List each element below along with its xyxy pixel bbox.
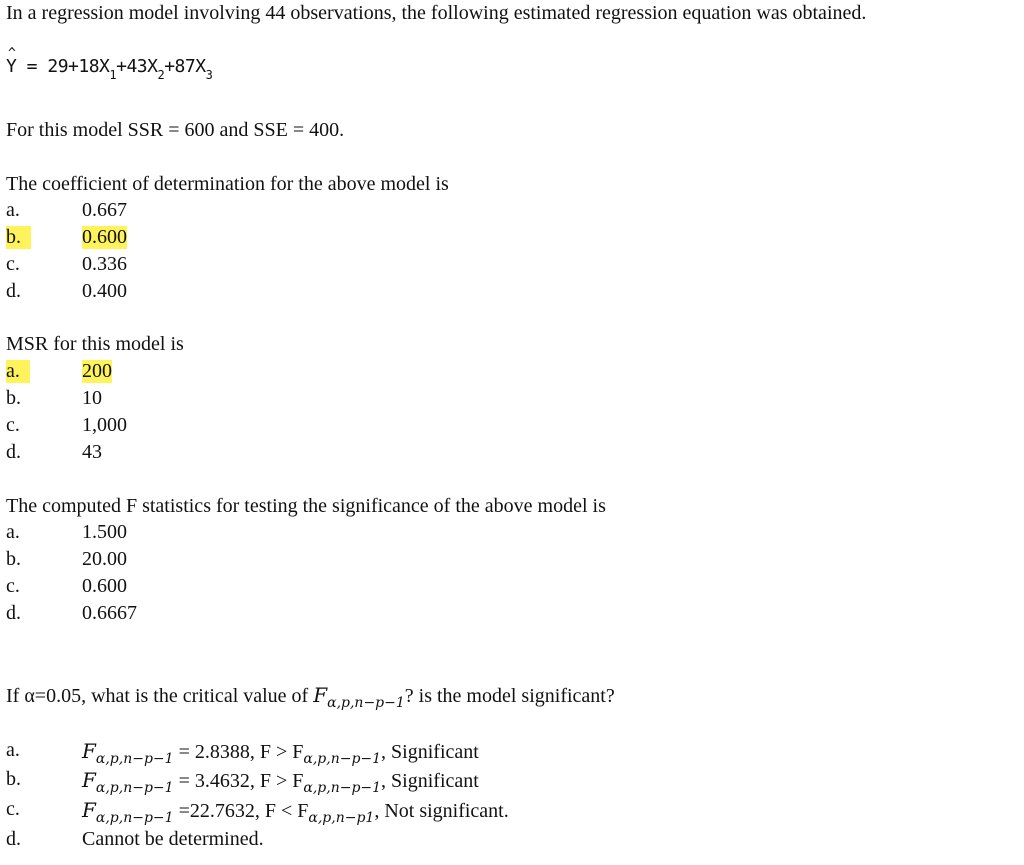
regression-equation: ^ $Y = 29+18X_1+43X_2+87X_3$	[6, 56, 212, 80]
highlight: b.	[6, 226, 31, 249]
question-4: If α=0.05, what is the critical value of $F_{\alpha,p,n-p-1}$? is the model significant?	[6, 683, 615, 711]
y-hat-symbol: ^ Y	[6, 56, 16, 77]
question-1: The coefficient of determination for the above model is	[6, 173, 449, 195]
highlight: 200	[82, 360, 112, 382]
highlight: 0.600	[82, 226, 127, 248]
highlight: a.	[6, 360, 30, 383]
question-3: The computed F statistics for testing the significance of the above model is	[6, 495, 606, 517]
model-info: For this model SSR = 600 and SSE = 400.	[6, 119, 345, 141]
problem-intro: In a regression model involving 44 observations, the following estimated regression equation was obtained.	[6, 2, 867, 24]
question-2: MSR for this model is	[6, 333, 184, 355]
